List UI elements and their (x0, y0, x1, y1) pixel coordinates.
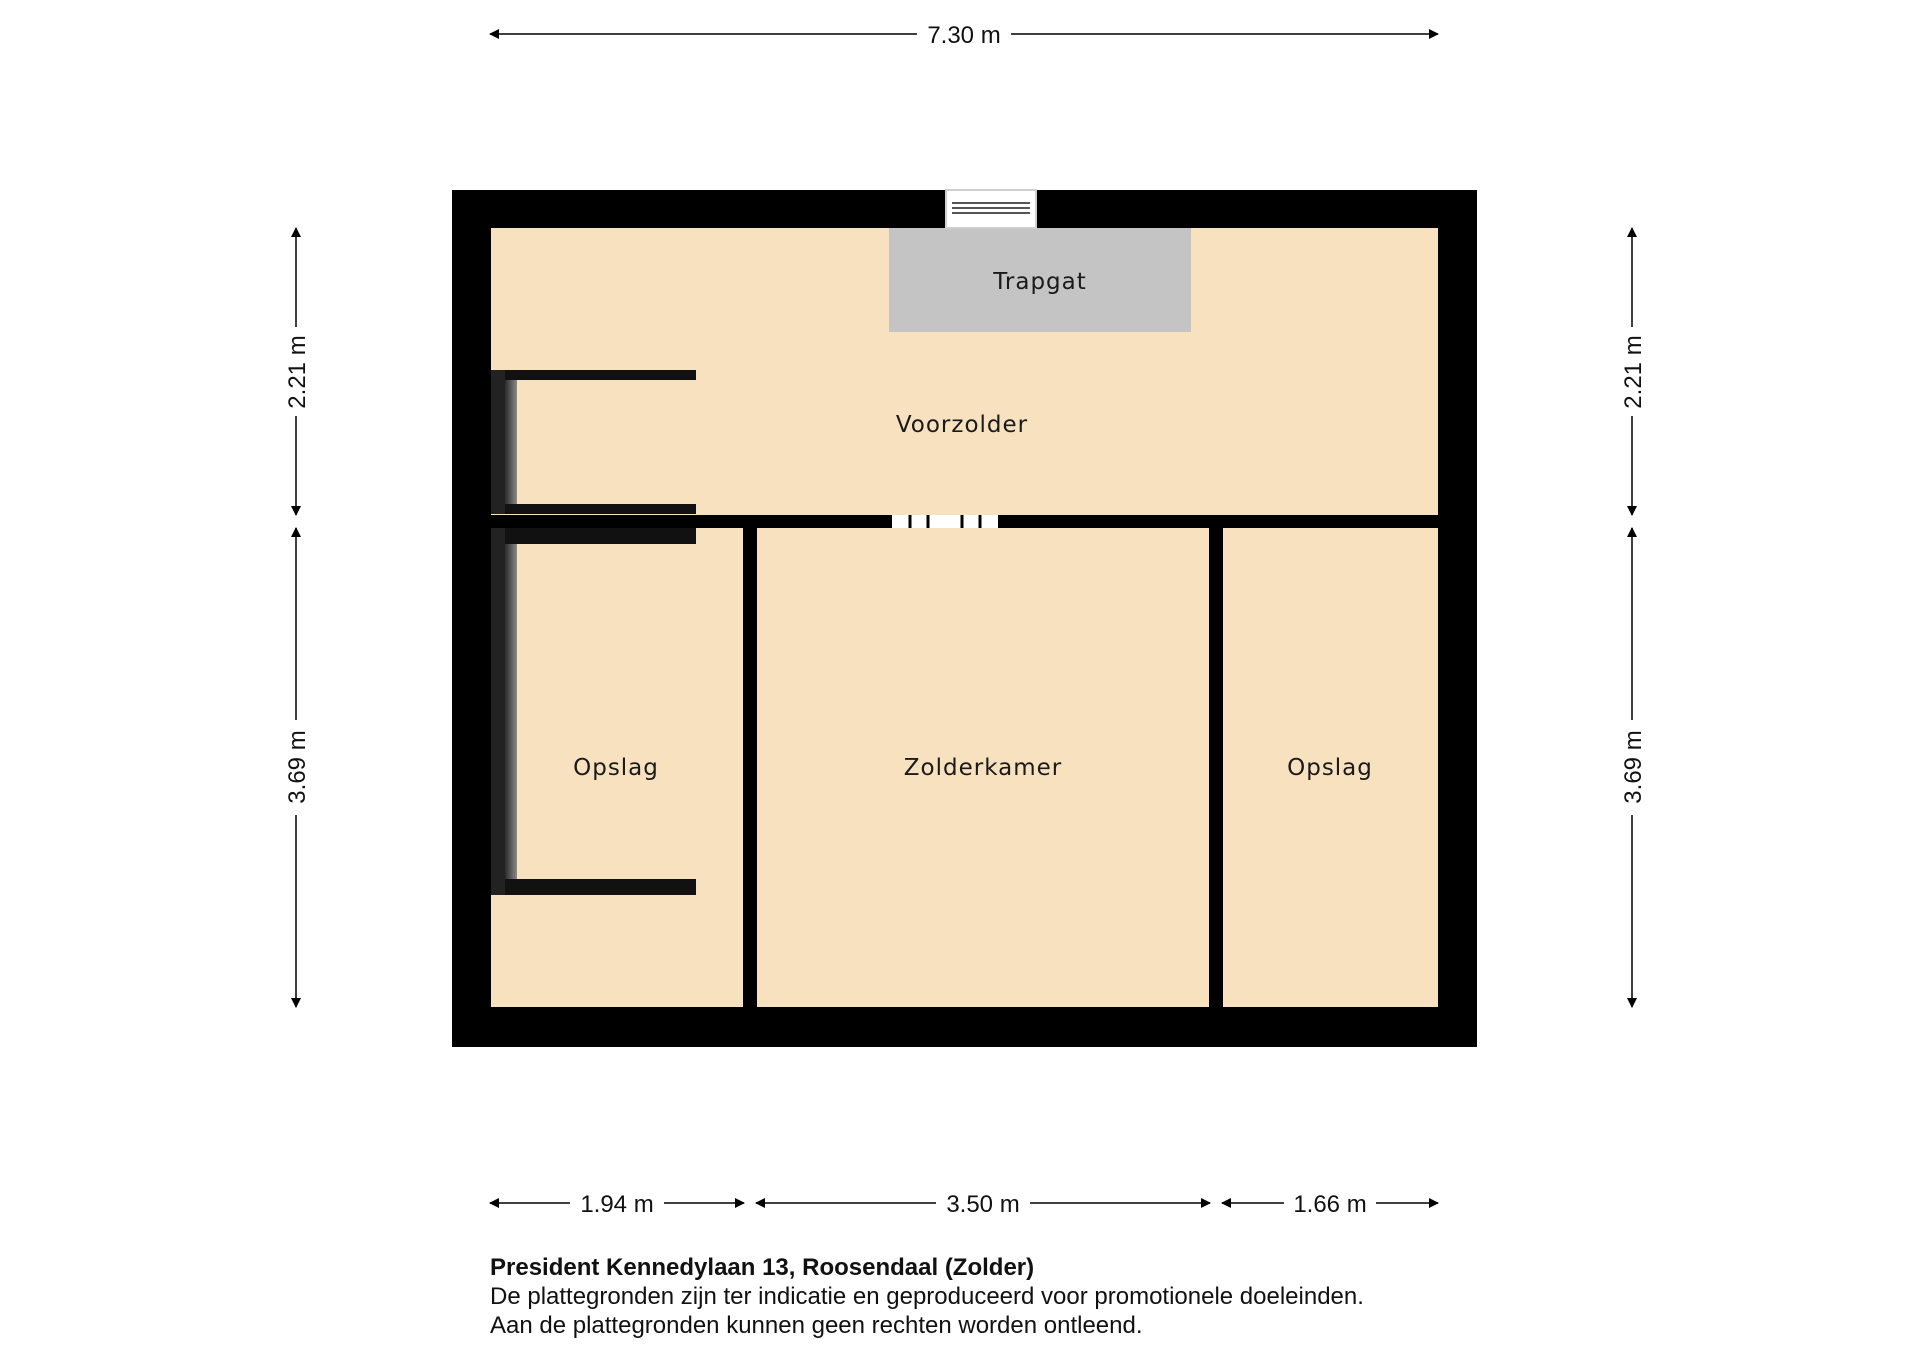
dimension-label-total-width: 7.30 m (927, 22, 1001, 49)
room-label-trapgat: Trapgat (993, 269, 1087, 295)
dimension-label-left-top: 2.21 m (284, 335, 311, 409)
dimension-label-right-bottom: 3.69 m (1620, 730, 1647, 804)
dimension-bottom-3 (1222, 1191, 1438, 1218)
dimension-label-left-bottom: 3.69 m (284, 730, 311, 804)
caption-title: President Kennedylaan 13, Roosendaal (Zolder) (490, 1254, 1035, 1281)
dimension-left-top (284, 228, 311, 515)
room-label-voorzolder: Voorzolder (895, 412, 1029, 438)
dimension-label-right-top: 2.21 m (1620, 335, 1647, 409)
dimension-right-top (1620, 228, 1647, 515)
dimension-left-bottom (284, 528, 311, 1007)
dimension-bottom-1 (490, 1191, 744, 1218)
dimension-right-bottom (1620, 528, 1647, 1007)
dimension-label-bottom-2: 3.50 m (946, 1191, 1020, 1218)
dimension-total-width (490, 22, 1438, 49)
room-label-opslag-left: Opslag (573, 755, 659, 781)
dimension-label-bottom-3: 1.66 m (1293, 1191, 1367, 1218)
plan-caption (490, 1253, 1364, 1340)
window-top (946, 190, 1036, 228)
room-label-zolderkamer: Zolderkamer (903, 755, 1063, 781)
caption-disclaimer-line2: Aan de plattegronden kunnen geen rechten worden ontleend. (490, 1312, 1143, 1339)
doorway-zolderkamer (892, 515, 998, 528)
room-label-opslag-right: Opslag (1287, 755, 1373, 781)
dimension-bottom-2 (756, 1191, 1210, 1218)
caption-disclaimer-line1: De plattegronden zijn ter indicatie en geproduceerd voor promotionele doeleinden. (490, 1283, 1364, 1310)
dimension-label-bottom-1: 1.94 m (580, 1191, 654, 1218)
